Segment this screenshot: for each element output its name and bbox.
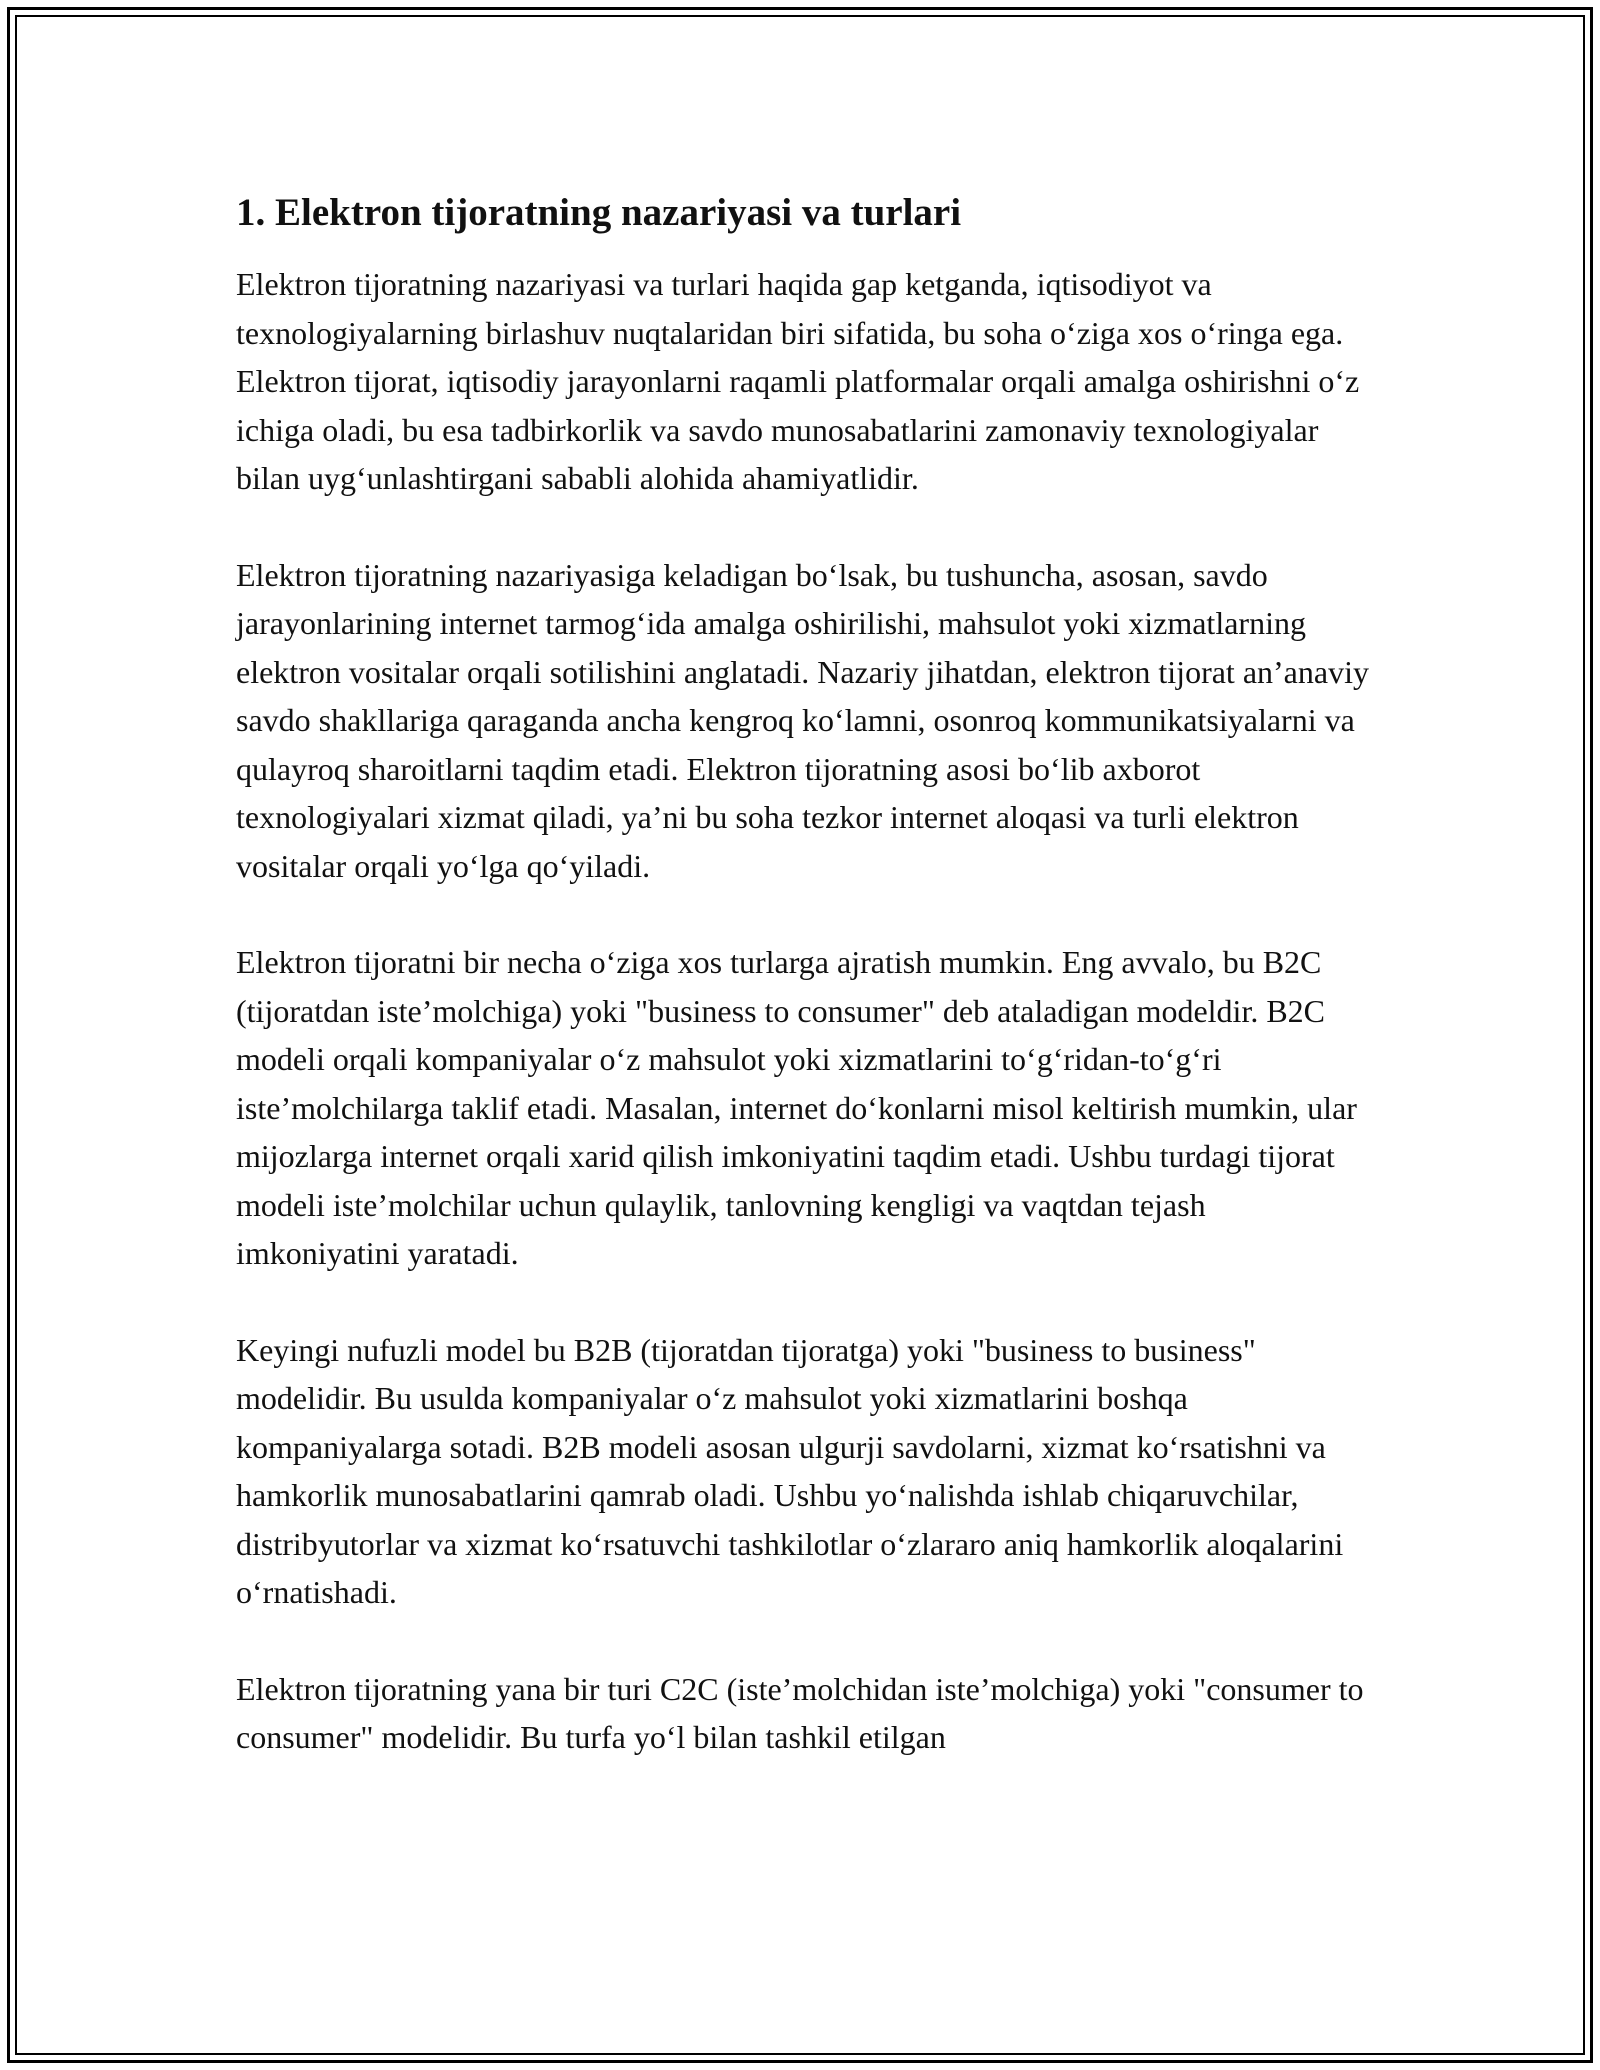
paragraph-intro: Elektron tijoratning nazariyasi va turlari haqida gap ketganda, iqtisodiyot va texnologiyalarning birlashuv nuqtalaridan biri sifatida, bu soha oʻziga xos oʻringa ega. Elektron tijorat, iqtisodiy jarayonlarni raqamli platformalar orqali amalga oshirishni oʻz ichiga oladi, bu esa tadbirkorlik va savdo munosabatlarini zamonaviy texnologiyalar bilan uygʻunlashtirgani sababli alohida ahamiyatlidir. [236, 266, 1360, 496]
paragraph-c2c: Elektron tijoratning yana bir turi C2C (iste’molchidan iste’molchiga) yoki "consumer to consumer" modelidir. Bu turfa yoʻl bilan tashkil etilgan [236, 1670, 1364, 1755]
section-heading: 1. Elektron tijoratning nazariyasi va turlari [236, 191, 962, 234]
paragraph-theory: Elektron tijoratning nazariyasiga keladigan boʻlsak, bu tushuncha, asosan, savdo jarayonlarining internet tarmogʻida amalga oshirilishi, mahsulot yoki xizmatlarning elektron vositalar orqali sotilishini anglatadi. Nazariy jihatdan, elektron tijorat an’anaviy savdo shakllariga qaraganda ancha kengroq koʻlamni, osonroq kommunikatsiyalarni va qulayroq sharoitlarni taqdim etadi. Elektron tijoratning asosi boʻlib axborot texnologiyalari xizmat qiladi, ya’ni bu soha tezkor internet aloqasi va turli elektron vositalar orqali yoʻlga qoʻyiladi. [236, 556, 1369, 884]
paragraph-b2c: Elektron tijoratni bir necha oʻziga xos turlarga ajratish mumkin. Eng avvalo, bu B2C (tijoratdan iste’molchiga) yoki "business to consumer" deb ataladigan modeldir. B2C modeli orqali kompaniyalar oʻz mahsulot yoki xizmatlarini toʻgʻridan-toʻgʻri iste’molchilarga taklif etadi. Masalan, internet doʻkonlarni misol keltirish mumkin, ular mijozlarga internet orqali xarid qilish imkoniyatini taqdim etadi. Ushbu turdagi tijorat modeli iste’molchilar uchun qulaylik, tanlovning kengligi va vaqtdan tejash imkoniyatini yaratadi. [236, 944, 1357, 1271]
paragraph-b2b: Keyingi nufuzli model bu B2B (tijoratdan tijoratga) yoki "business to business" modelidir. Bu usulda kompaniyalar oʻz mahsulot yoki xizmatlarini boshqa kompaniyalarga sotadi. B2B modeli asosan ulgurji savdolarni, xizmat koʻrsatishni va hamkorlik munosabatlarini qamrab oladi. Ushbu yoʻnalishda ishlab chiqaruvchilar, distribyutorlar va xizmat koʻrsatuvchi tashkilotlar oʻzlararo aniq hamkorlik aloqalarini oʻrnatishadi. [236, 1331, 1344, 1610]
document-body [236, 188, 1376, 1810]
